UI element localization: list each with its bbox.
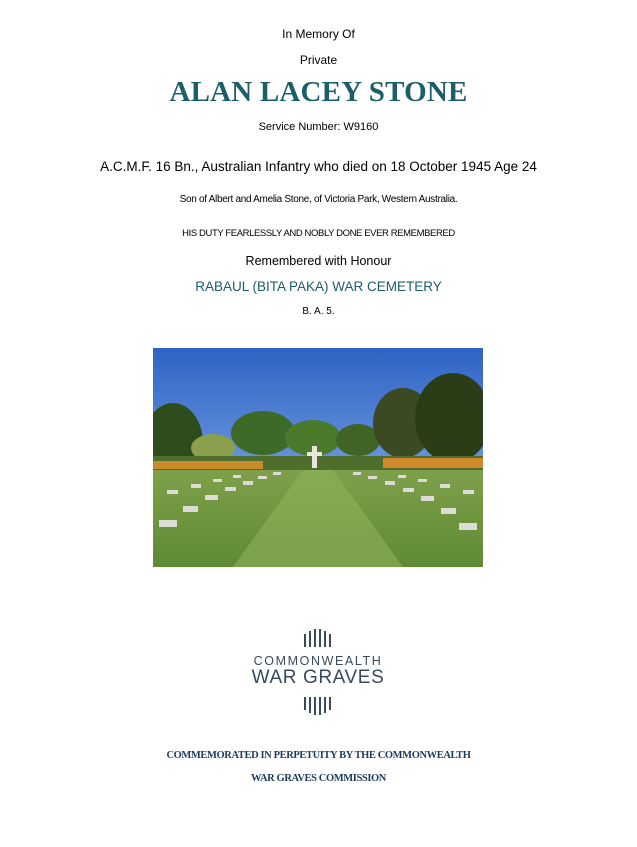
cemetery-photo [153, 348, 483, 567]
family-line: Son of Albert and Amelia Stone, of Victoria Park, Western Australia. [179, 194, 458, 205]
headstone-inscription: HIS DUTY FEARLESSLY AND NOBLY DONE EVER REMEMBERED [182, 228, 455, 239]
logo-text-war-graves: WAR GRAVES [251, 667, 385, 688]
rank-label: Private [299, 53, 338, 67]
service-number: Service Number: W9160 [258, 121, 379, 133]
soldier-name: ALAN LACEY STONE [169, 76, 468, 108]
footer-line-2: WAR GRAVES COMMISSION [251, 773, 386, 784]
footer-line-1: COMMEMORATED IN PERPETUITY BY THE COMMONWEALTH [166, 750, 471, 761]
cwgc-logo [238, 628, 398, 716]
logo-text-commonwealth: COMMONWEALTH [253, 654, 383, 668]
unit-and-death-line: A.C.M.F. 16 Bn., Australian Infantry who died on 18 October 1945 Age 24 [100, 159, 537, 174]
grave-reference: B. A. 5. [302, 306, 335, 317]
cemetery-name: RABAUL (BITA PAKA) WAR CEMETERY [195, 279, 442, 294]
in-memory-heading: In Memory Of [282, 27, 355, 41]
remembered-with-honour: Remembered with Honour [245, 254, 392, 268]
